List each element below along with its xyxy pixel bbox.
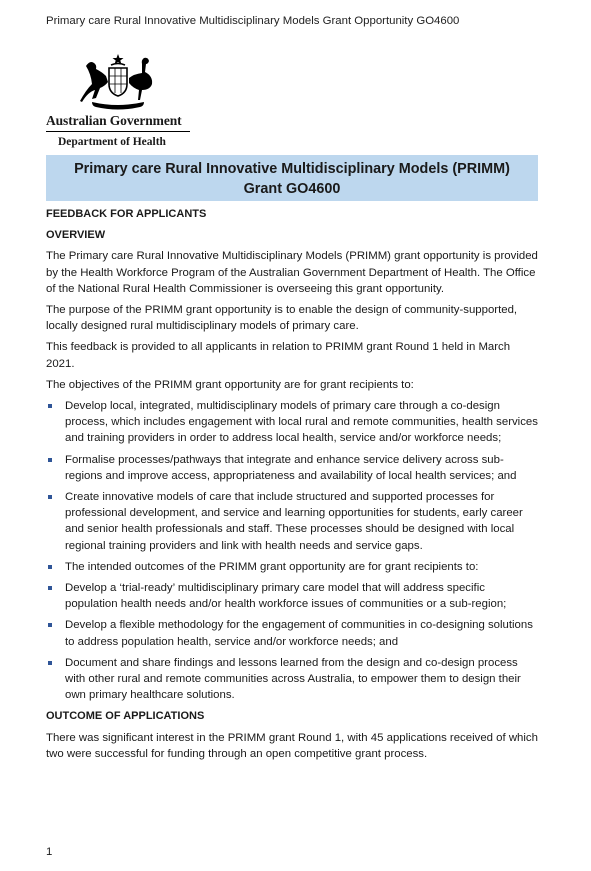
list-item-text: The intended outcomes of the PRIMM grant opportunity are for grant recipients to: [65,560,479,573]
purpose-paragraph: The purpose of the PRIMM grant opportunity is to enable the design of community-supported, locally designed rural multidisciplinary models of primary care. [46,304,518,333]
list-item-text: Develop local, integrated, multidisciplinary models of primary care through a co-design process, which includes engagement with local rural and remote communities, health services and training providers in order to address local health, service and/or workforce needs; [65,400,538,445]
list-item [46,617,540,649]
list-item-text: Document and share findings and lessons learned from the design and co-design process with other rural and remote communities across Australia, to empower them to design their own primary healthcare solutions. [65,656,521,702]
feedback-heading: FEEDBACK FOR APPLICANTS [46,208,207,220]
bullet-icon [48,661,52,665]
bullet-icon [48,404,52,408]
title-line-2: Grant GO4600 [243,181,341,197]
list-item [46,580,540,612]
commonwealth-coat-of-arms-icon [78,52,158,110]
list-item-text: Create innovative models of care that include structured and supported processes for professional development, and service and learning opportunities for students, early career and senior health professionals and staff. These processes should be designed with local regional training providers and link with health needs and service gaps. [65,491,523,552]
document-body [46,206,540,767]
outcome-heading: OUTCOME OF APPLICATIONS [46,710,205,723]
bullet-icon [48,623,52,627]
government-name: Australian Government [46,113,182,128]
list-item-text: Formalise processes/pathways that integrate and enhance service delivery across sub-regions and improve access, appropriateness and availability of local health services; and [65,453,517,482]
overview-paragraph: The Primary care Rural Innovative Multidisciplinary Models (PRIMM) grant opportunity is provided by the Health Workforce Program of the Australian Government Department of Health. The Office of the National Rural Health Commissioner is overseeing this grant opportunity. [46,250,538,295]
bullet-icon [48,586,52,590]
bullet-icon [48,565,52,569]
list-item-text: Develop a ‘trial-ready’ multidisciplinary primary care model that will address specific population health needs and/or health workforce issues of communities or a sub-region; [65,582,507,611]
objectives-list [46,398,540,703]
list-item [46,398,540,447]
overview-heading: OVERVIEW [46,229,106,242]
list-item-text: Develop a flexible methodology for the engagement of communities in co-designing solutions to address population health, service and/or workforce needs; and [65,619,533,648]
title-line-1: Primary care Rural Innovative Multidisciplinary Models (PRIMM) [74,161,510,177]
bullet-icon [48,495,52,499]
list-item [46,489,540,554]
document-title [46,155,538,201]
page-number: 1 [46,846,53,858]
feedback-scope-paragraph: This feedback is provided to all applicants in relation to PRIMM grant Round 1 held in March 2021. [46,341,511,370]
list-item [46,452,540,484]
government-logo [46,52,191,152]
list-item [46,655,540,704]
outcome-paragraph: There was significant interest in the PRIMM grant Round 1, with 45 applications received of which two were successful for funding through an open competitive grant process. [46,731,538,760]
bullet-icon [48,458,52,462]
department-name: Department of Health [58,136,166,148]
objectives-intro: The objectives of the PRIMM grant opportunity are for grant recipients to: [46,378,414,391]
running-header: Primary care Rural Innovative Multidisciplinary Models Grant Opportunity GO4600 [46,15,460,27]
logo-divider [46,131,190,132]
list-item [46,559,540,575]
